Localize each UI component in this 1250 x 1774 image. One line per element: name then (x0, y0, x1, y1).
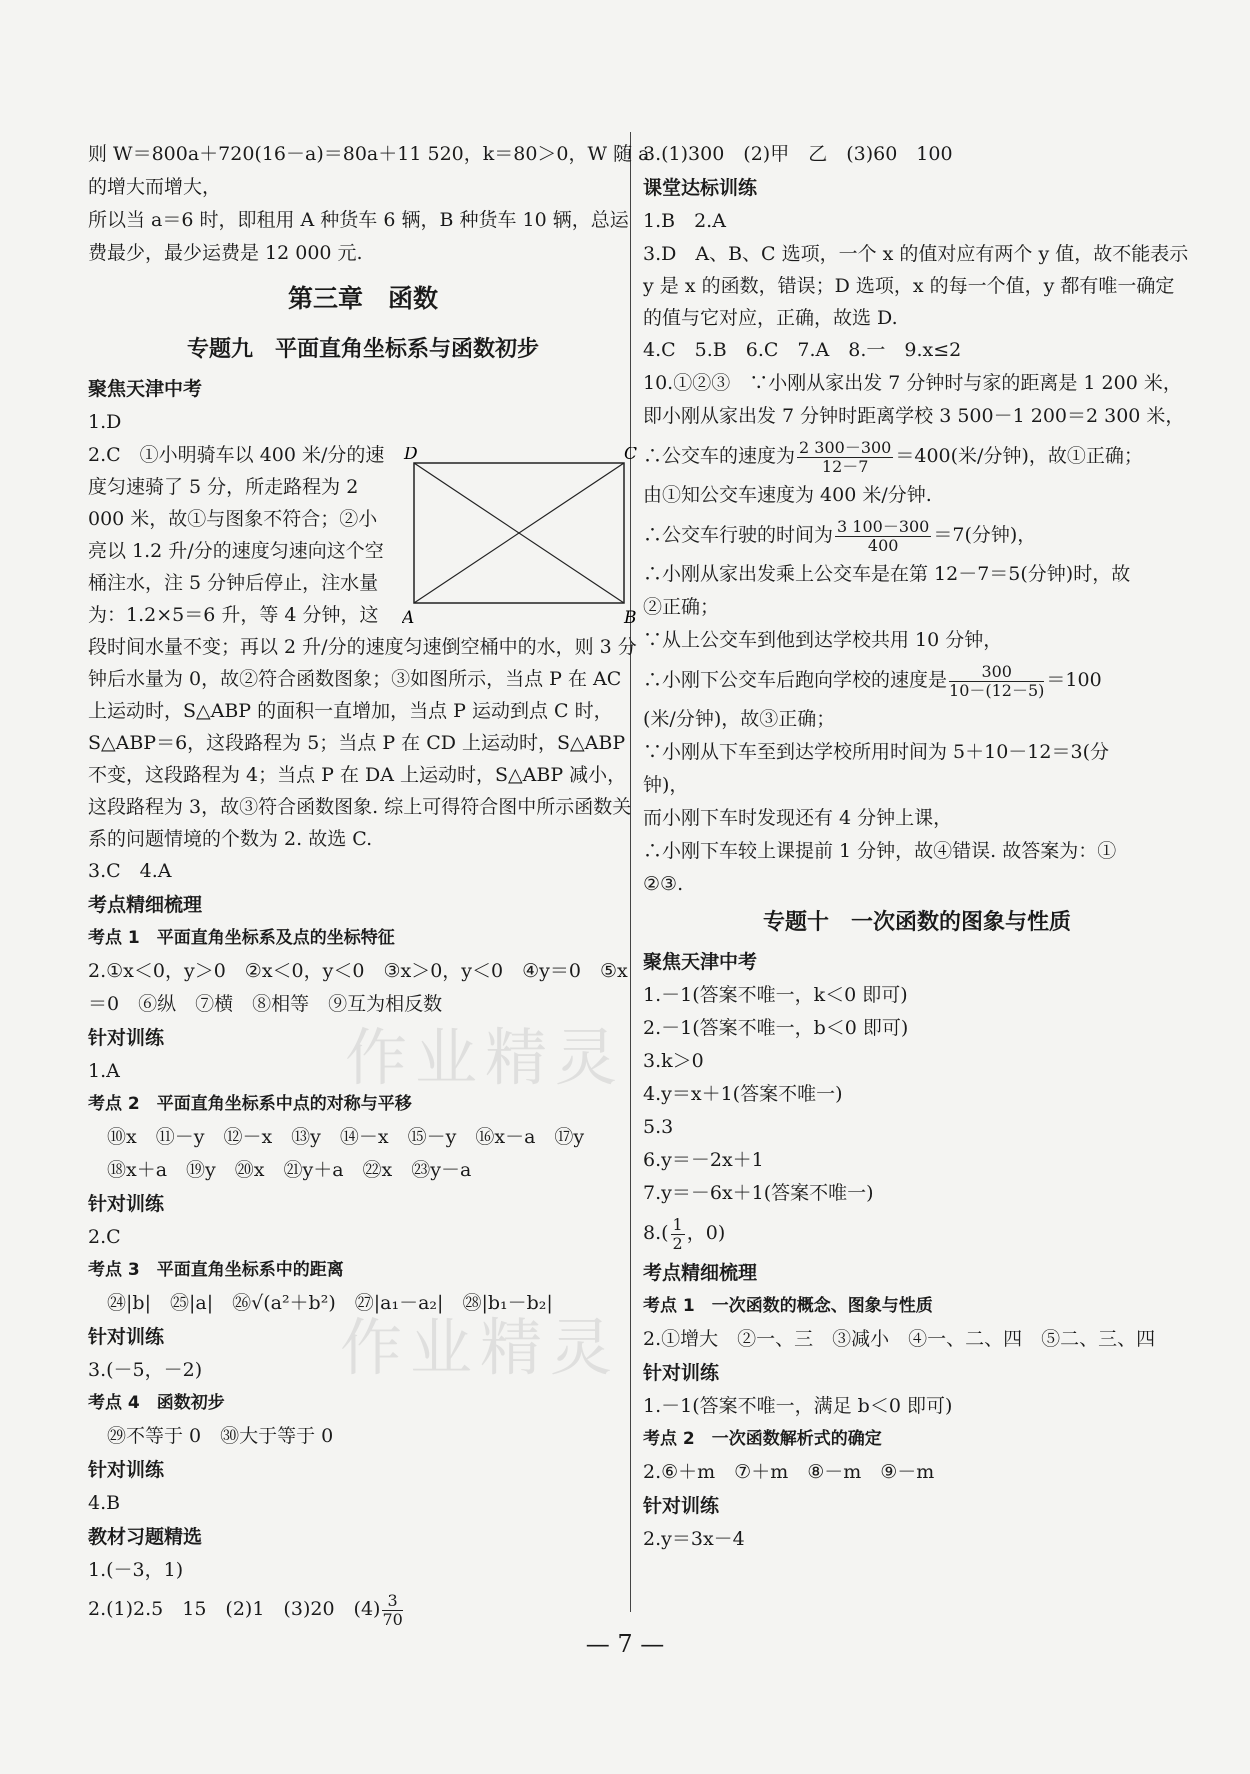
numerator: 2 300－300 (799, 437, 892, 457)
section-heading: 针对训练 (88, 1027, 165, 1049)
answer-line: ②③. (643, 873, 684, 895)
answer-line: 1.－1(答案不唯一，k＜0 即可) (643, 984, 908, 1006)
left-column (88, 138, 650, 1631)
answer-line: 7.y＝－6x＋1(答案不唯一) (643, 1182, 874, 1204)
label-b: B (624, 608, 637, 627)
section-heading: 针对训练 (643, 1362, 720, 1384)
answer-line: 3.C 4.A (88, 860, 172, 882)
answer-line (643, 657, 1191, 703)
numerator: 300 (949, 663, 1044, 682)
denominator: 12－7 (821, 456, 869, 476)
answer-line: 1.(－3，1) (88, 1559, 184, 1581)
answer-line: ∴小刚从家出发乘上公交车是在第 12－7＝5(分钟)时，故 (643, 563, 1131, 585)
numerator: 3 (382, 1592, 402, 1611)
answer-text: ＝400(米/分钟)，故①正确； (895, 445, 1143, 467)
section-heading: 教材习题精选 (88, 1526, 203, 1548)
text-line: 费最少，最少运费是 12 000 元. (88, 242, 363, 264)
topic-title: 专题九 平面直角坐标系与函数初步 (186, 337, 539, 362)
answer-line: ㉔|b| ㉕|a| ㉖√(a²＋b²) ㉗|a₁－a₂| ㉘|b₁－b₂| (88, 1292, 553, 1314)
point-heading: 考点 4 函数初步 (88, 1393, 225, 1413)
answer-line: 4.y＝x＋1(答案不唯一) (643, 1083, 843, 1105)
point-heading: 考点 2 平面直角坐标系中点的对称与平移 (88, 1094, 412, 1114)
label-d: D (404, 447, 418, 464)
section-heading: 针对训练 (88, 1459, 165, 1481)
answer-line: ②正确； (643, 596, 720, 618)
answer-line: 6.y＝－2x＋1 (643, 1149, 764, 1171)
chapter-title: 第三章 函数 (287, 284, 438, 313)
answer-text: ∴小刚下公交车后跑向学校的速度是 (643, 669, 948, 691)
denominator: 10－(12－5) (949, 680, 1045, 700)
answer-line: 4.C 5.B 6.C 7.A 8.一 9.x≤2 (643, 339, 962, 361)
answer-line: ∵从上公交车到他到达学校共用 10 分钟， (643, 629, 1003, 651)
answer-line: 2.①x＜0，y＞0 ②x＜0，y＜0 ③x＞0，y＜0 ④y＝0 ⑤x (88, 960, 628, 982)
text-line: 所以当 a＝6 时，即租用 A 种货车 6 辆，B 种货车 10 辆，总运 (88, 209, 629, 231)
answer-line: 2.C (88, 1226, 121, 1248)
answer-text: ∴公交车行驶的时间为 (643, 524, 834, 546)
answer-text: ＝7(分钟)， (933, 524, 1037, 546)
fraction (671, 1216, 685, 1253)
answer-line: 即小刚从家出发 7 分钟时距离学校 3 500－1 200＝2 300 米， (643, 405, 1185, 427)
answer-line: (米/分钟)，故③正确； (643, 708, 836, 730)
section-heading: 针对训练 (88, 1326, 165, 1348)
answer-line: ∴小刚下车较上课提前 1 分钟，故④错误. 故答案为：① (643, 840, 1117, 862)
answer-line: 1.－1(答案不唯一，满足 b＜0 即可) (643, 1395, 953, 1417)
topic-title: 专题十 一次函数的图象与性质 (762, 910, 1071, 935)
point-heading: 考点 2 一次函数解析式的确定 (643, 1429, 882, 1449)
answer-paragraph: 2.C ①小明骑车以 400 米/分的速度匀速骑了 5 分，所走路程为 2 000 米，故①与图象不符合；②小亮以 1.2 升/分的速度匀速向这个空桶注水，注 5 分钟后停止，注水量为：1.2×5＝6 升，等 4 分钟，这段时间水量不变；再以 2 升/分的速度匀速倒空桶中的水，则 3 分钟后水量为 0，故②符合函数图象；③如图所示，当点 P 在 AC 上运动时，S△ABP 的面积一直增加，当点 P 运动到点 C 时，S△ABP＝6，这段路程为 5；当点 P 在 CD 上运动时，S△ABP 不变，这段路程为 4；当点 P 在 DA 上运动时，S△ABP 减小，这段路程为 3，故③符合函数图象. 综上可得符合图中所示函数关系的问题情境的个数为 2. 故选 C. (88, 444, 637, 850)
fraction (797, 439, 893, 476)
answer-line: 由①知公交车速度为 400 米/分钟. (643, 484, 932, 506)
denominator: 400 (867, 535, 899, 555)
denominator: 2 (672, 1233, 683, 1253)
section-heading: 考点精细梳理 (643, 1262, 758, 1284)
answer-line (643, 1210, 1191, 1256)
answer-text: 2.(1)2.5 15 (2)1 (3)20 (4) (88, 1598, 381, 1620)
text-line: 的增大而增大， (88, 176, 222, 198)
answer-line: 钟)， (643, 774, 689, 796)
text-line: 则 W＝800a＋720(16－a)＝80a＋11 520，k＝80＞0，W 随 a (88, 143, 650, 165)
answer-line: 3.k＞0 (643, 1050, 704, 1072)
answer-line (643, 433, 1191, 479)
fraction (835, 518, 931, 555)
answer-line: ⑱x＋a ⑲y ⑳x ㉑y＋a ㉒x ㉓y－a (88, 1159, 472, 1181)
right-column (643, 138, 1191, 1556)
answer-line: 5.3 (643, 1116, 674, 1138)
watermark: 作业精灵 (340, 1311, 621, 1384)
page-number: — 7 — (585, 1630, 665, 1658)
answer-line: 1.A (88, 1060, 120, 1082)
denominator: 70 (382, 1609, 403, 1629)
section-heading: 考点精细梳理 (88, 894, 203, 916)
section-heading: 课堂达标训练 (643, 177, 758, 199)
rectangle-figure (402, 447, 638, 627)
section-heading: 针对训练 (88, 1193, 165, 1215)
answer-line (643, 512, 1191, 558)
answer-line: 2.①增大 ②一、三 ③减小 ④一、二、四 ⑤二、三、四 (643, 1328, 1156, 1350)
point-heading: 考点 1 平面直角坐标系及点的坐标特征 (88, 928, 395, 948)
answer-text: ，0) (686, 1222, 726, 1244)
answer-line: ＝0 ⑥纵 ⑦横 ⑧相等 ⑨互为相反数 (88, 993, 443, 1015)
answer-line: 3.(－5，－2) (88, 1359, 203, 1381)
answer-line: 1.D (88, 411, 122, 433)
answer-line: 而小刚下车时发现还有 4 分钟上课， (643, 807, 953, 829)
answer-line: 4.B (88, 1492, 121, 1514)
answer-line: 1.B 2.A (643, 210, 726, 232)
answer-line: ⑩x ⑪－y ⑫－x ⑬y ⑭－x ⑮－y ⑯x－a ⑰y (88, 1126, 585, 1148)
point-heading: 考点 1 一次函数的概念、图象与性质 (643, 1296, 933, 1316)
label-c: C (624, 447, 638, 464)
fraction (382, 1592, 402, 1629)
answer-text: ＝100 (1046, 669, 1102, 691)
answer-line: 2.⑥＋m ⑦＋m ⑧－m ⑨－m (643, 1461, 935, 1483)
watermark: 作业精灵 (345, 1021, 626, 1094)
fraction (949, 663, 1044, 700)
answer-text: ∴公交车的速度为 (643, 445, 796, 467)
numerator: 1 (672, 1214, 683, 1234)
answer-line: 3.(1)300 (2)甲 乙 (3)60 100 (643, 143, 953, 165)
label-a: A (402, 608, 415, 627)
numerator: 3 100－300 (837, 516, 930, 536)
answer-line: ㉙不等于 0 ㉚大于等于 0 (88, 1425, 334, 1447)
section-heading: 针对训练 (643, 1495, 720, 1517)
answer-line (88, 1587, 638, 1631)
answer-line: 2.y＝3x－4 (643, 1528, 745, 1550)
answer-line: 2.－1(答案不唯一，b＜0 即可) (643, 1017, 909, 1039)
answer-line: ∵小刚从下车至到达学校所用时间为 5＋10－12＝3(分 (643, 741, 1109, 763)
point-heading: 考点 3 平面直角坐标系中的距离 (88, 1260, 344, 1280)
answer-line: 10.①②③ ∵小刚从家出发 7 分钟时与家的距离是 1 200 米， (643, 372, 1182, 394)
section-heading: 聚焦天津中考 (88, 378, 203, 400)
answer-text: 8.( (643, 1222, 669, 1244)
answer-paragraph: 3.D A、B、C 选项，一个 x 的值对应有两个 y 值，故不能表示 y 是 x 的函数，错误；D 选项，x 的每一个值，y 都有唯一确定的值与它对应，正确，故选 D. (643, 243, 1189, 329)
section-heading: 聚焦天津中考 (643, 951, 758, 973)
